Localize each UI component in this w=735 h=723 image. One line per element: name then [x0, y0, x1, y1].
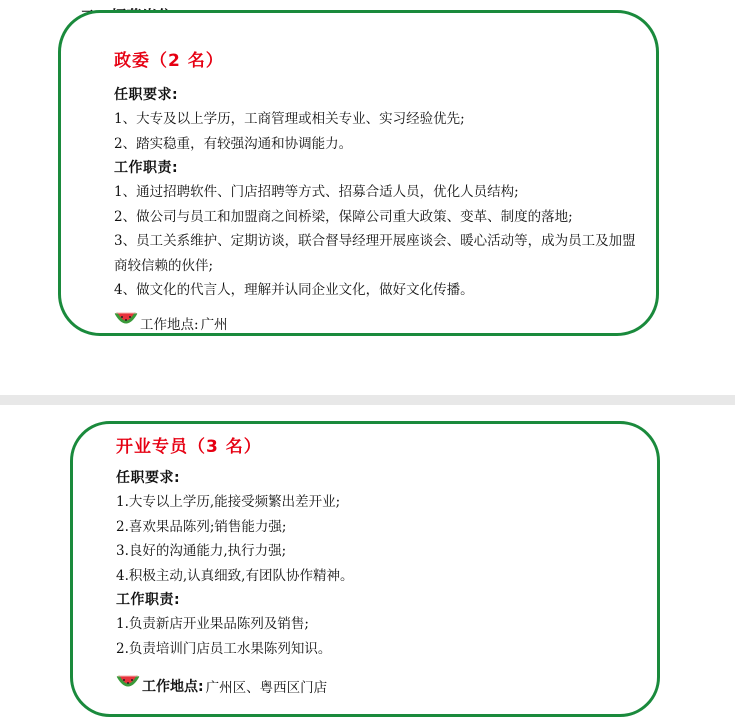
requirements-heading: 任职要求: — [116, 470, 181, 486]
location-label: 工作地点: — [140, 317, 199, 333]
work-location — [114, 309, 228, 333]
job-title: 开业专员（3 名） — [116, 437, 262, 457]
location-value: 广州区、粤西区门店 — [205, 680, 328, 696]
watermelon-icon — [114, 309, 138, 333]
duty-item: 1.负责新店开业果品陈列及销售; — [116, 616, 309, 632]
location-value: 广州 — [200, 317, 228, 333]
duties-heading: 工作职责: — [116, 592, 181, 608]
requirement-item: 3.良好的沟通能力,执行力强; — [116, 543, 287, 559]
requirement-item: 1、大专及以上学历，工商管理或相关专业、实习经验优先; — [114, 111, 465, 127]
requirement-item: 4.积极主动,认真细致,有团队协作精神。 — [116, 567, 354, 584]
location-label: 工作地点: — [142, 679, 204, 695]
duty-item: 2.负责培训门店员工水果陈列知识。 — [116, 640, 332, 657]
duty-item: 2、做公司与员工和加盟商之间桥梁，保障公司重大政策、变革、制度的落地; — [114, 208, 573, 225]
job-title: 政委（2 名） — [114, 51, 224, 71]
job-card-content — [116, 435, 657, 661]
job-card-content — [114, 49, 656, 303]
duty-item: 1、通过招聘软件、门店招聘等方式、招募合适人员，优化人员结构; — [114, 184, 519, 200]
duty-item: 4、做文化的代言人，理解并认同企业文化，做好文化传播。 — [114, 282, 474, 298]
job-card-opening-specialist — [70, 421, 660, 717]
job-card-political-commissar — [58, 10, 659, 336]
work-location — [116, 672, 327, 696]
requirement-item: 1.大专以上学历,能接受频繁出差开业; — [116, 494, 341, 510]
requirement-item: 2、踏实稳重，有较强沟通和协调能力。 — [114, 135, 353, 152]
duties-heading: 工作职责: — [114, 160, 179, 176]
watermelon-icon — [116, 672, 140, 696]
section-divider — [0, 395, 735, 405]
requirement-item: 2.喜欢果品陈列;销售能力强; — [116, 518, 287, 535]
requirements-heading: 任职要求: — [114, 87, 179, 103]
duty-item: 3、员工关系维护、定期访谈，联合督导经理开展座谈会、暖心活动等，成为员工及加盟商较信赖的伙伴; — [114, 233, 636, 274]
